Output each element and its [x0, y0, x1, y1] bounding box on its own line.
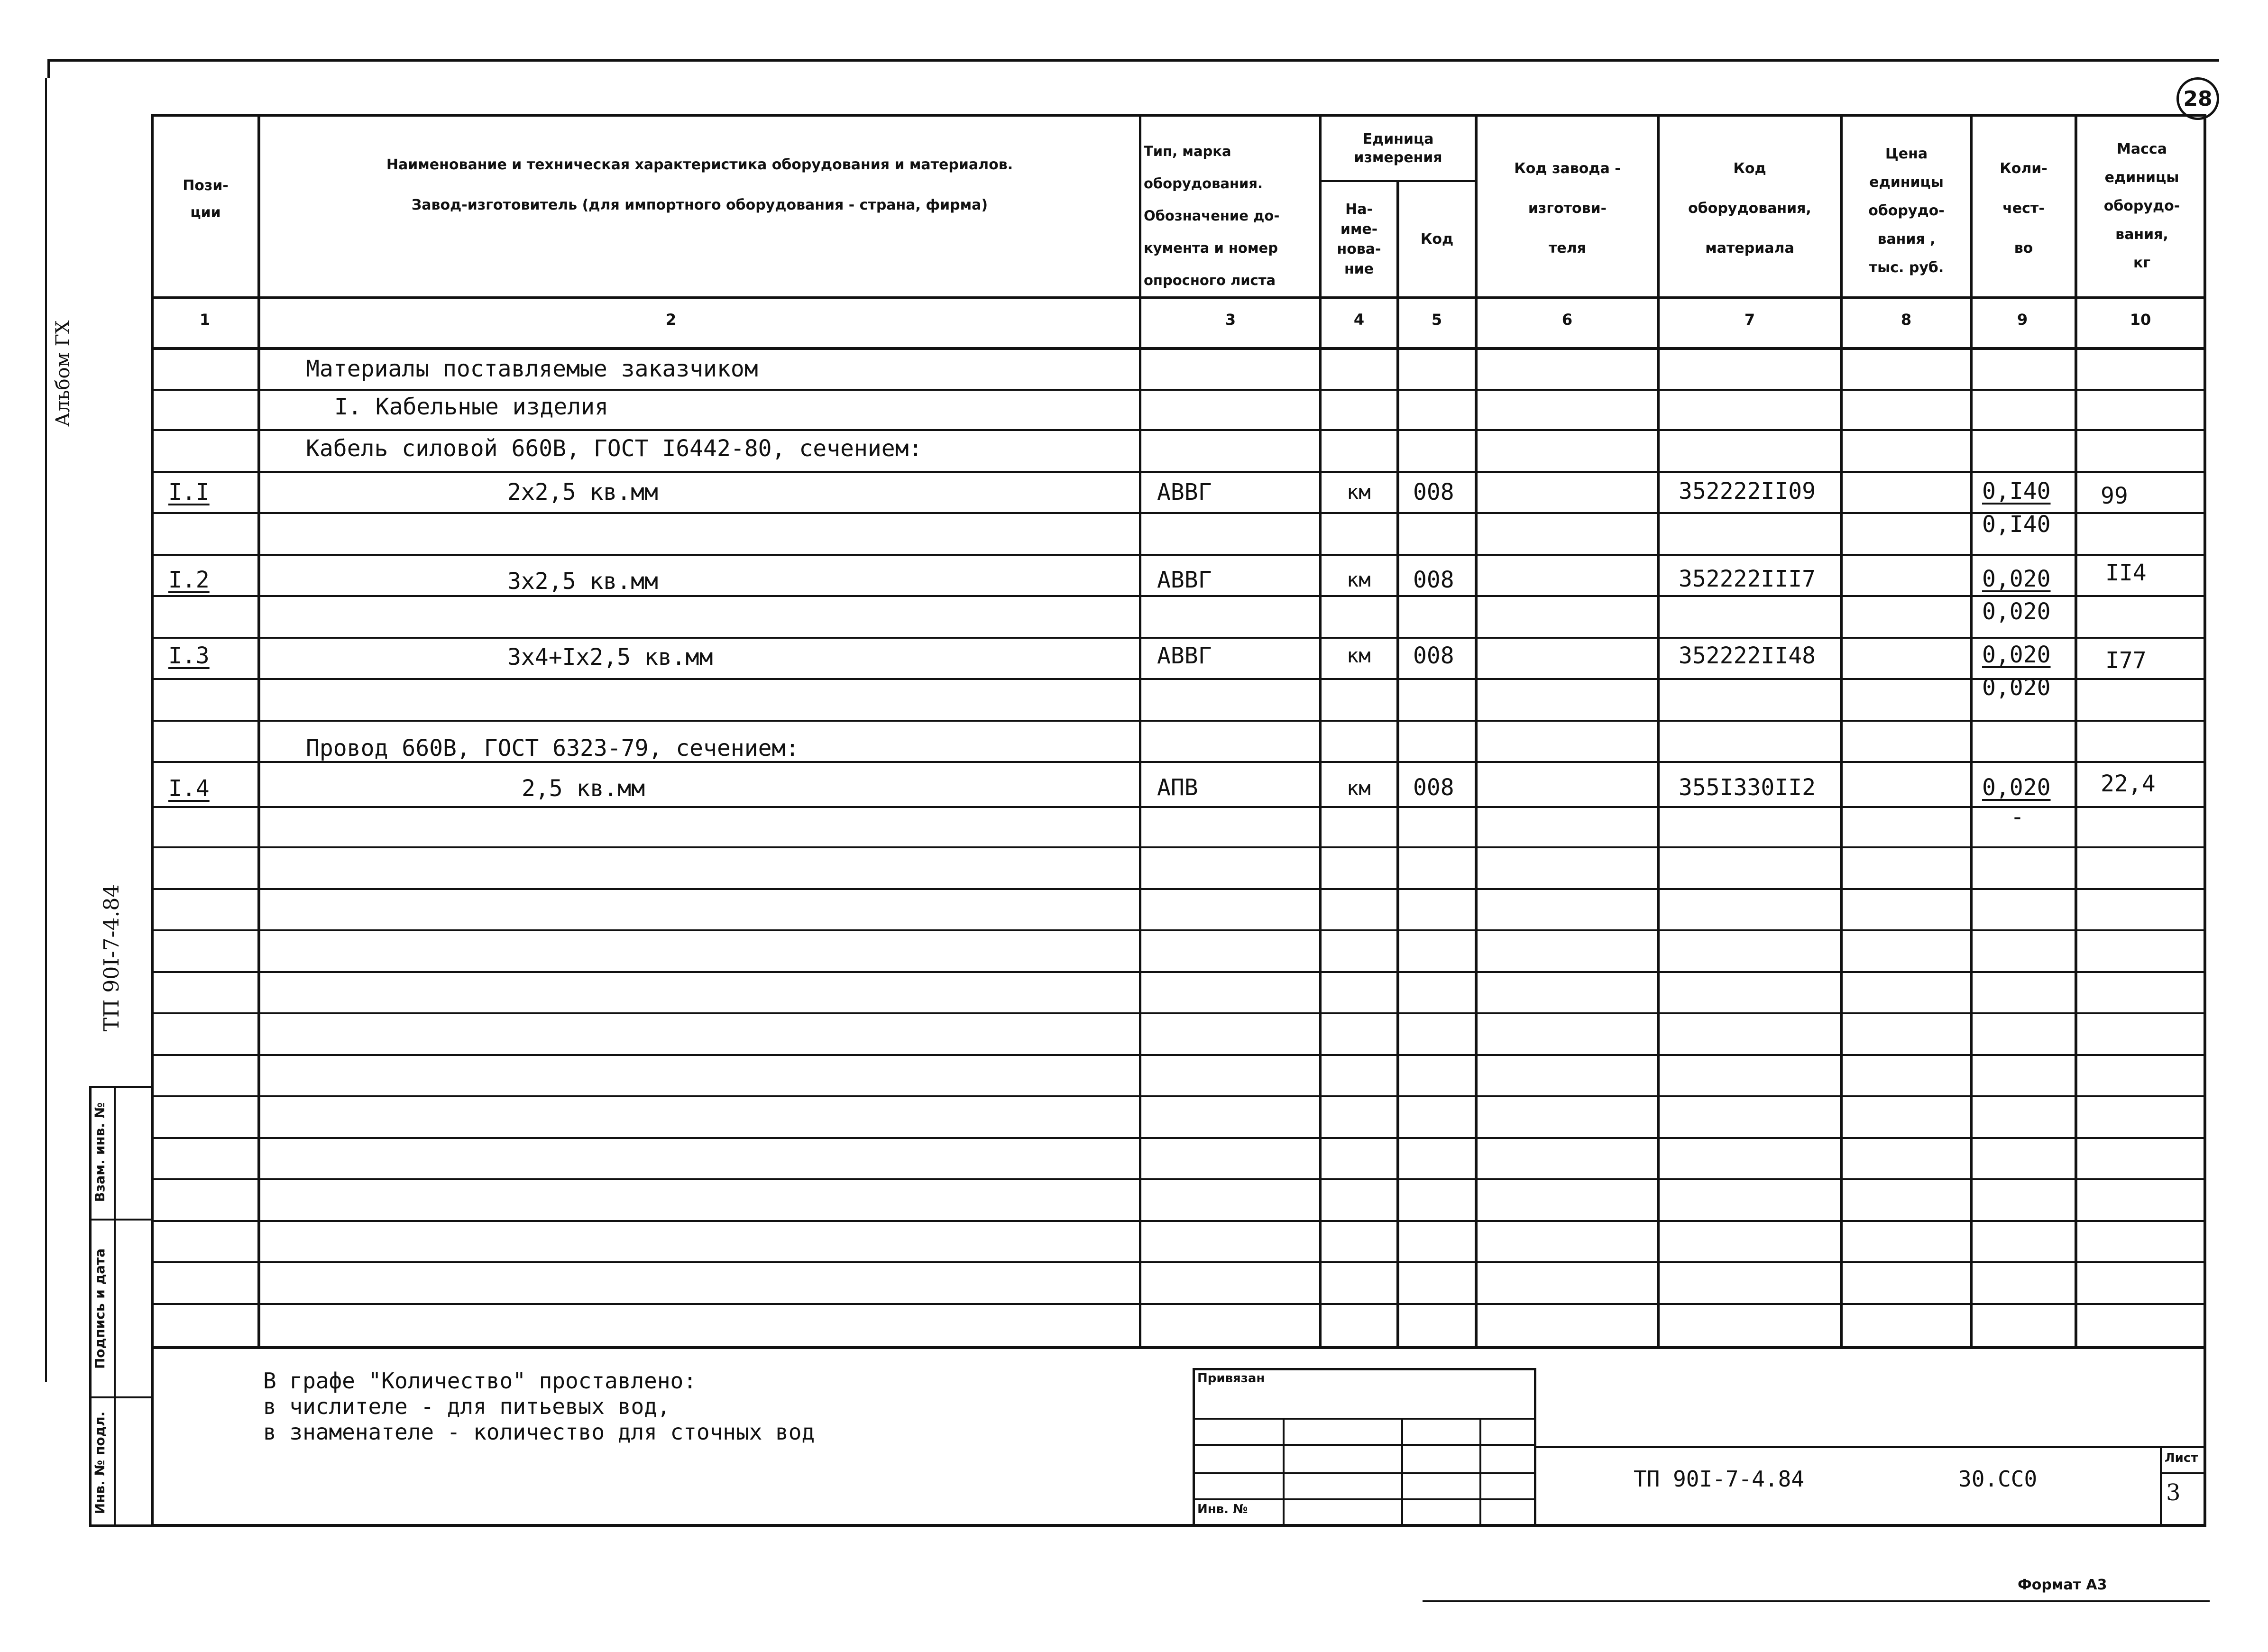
inventory-number-label: Инв. № — [1197, 1502, 1248, 1516]
header-type-line4: кумента и номер — [1144, 240, 1278, 256]
col-line-8 — [1840, 114, 1843, 1349]
item3-type: АВВГ — [1157, 642, 1212, 669]
header-position: Пози- ции — [183, 177, 229, 221]
col-line-3 — [1139, 114, 1141, 1349]
row-rule — [151, 554, 2206, 556]
item4-code: 008 — [1413, 774, 1454, 801]
item3-code: 008 — [1413, 642, 1454, 669]
header-unit-group: Единица измерения — [1354, 130, 1442, 166]
item1-equipment-code: 352222II09 — [1679, 478, 1816, 505]
side-album-label: Альбом ГХ — [52, 320, 74, 427]
main-table-frame — [151, 114, 2206, 1349]
side-stamp-replace-inv: Взам. инв. № — [92, 1102, 108, 1202]
row-rule — [151, 806, 2206, 808]
item3-qty-numerator: 0,020 — [1982, 642, 2051, 668]
item2-qty-numerator: 0,020 — [1982, 566, 2051, 592]
stamp-sheet-number: 3 — [2166, 1479, 2181, 1506]
header-bottom-line — [151, 296, 2206, 299]
item4-position: I.4 — [168, 775, 210, 802]
colnum-4: 4 — [1353, 311, 1365, 329]
row-rule — [151, 512, 2206, 514]
item4-qty-denominator: - — [2011, 804, 2024, 830]
binding-line-3 — [1193, 1472, 1536, 1474]
header-quantity: Коли- чест- во — [2000, 160, 2048, 257]
item4-unit: км — [1347, 777, 1371, 800]
row-rule — [151, 1261, 2206, 1263]
colnum-3: 3 — [1225, 311, 1236, 329]
row-rule — [151, 678, 2206, 680]
colnum-2: 2 — [665, 311, 677, 329]
item1-qty-numerator: 0,I40 — [1982, 478, 2051, 505]
header-name-line2: Завод-изготовитель (для импортного оборудования - страна, фирма) — [411, 197, 988, 213]
row-rule — [151, 595, 2206, 597]
colnum-8: 8 — [1901, 311, 1912, 329]
row-rule — [151, 1012, 2206, 1014]
header-name-line1: Наименование и техническая характеристика оборудования и материалов. — [386, 156, 1013, 173]
item2-code: 008 — [1413, 567, 1454, 593]
notes-block — [263, 1368, 815, 1445]
row-rule — [151, 1137, 2206, 1139]
row-rule — [151, 1220, 2206, 1222]
colnum-7: 7 — [1744, 311, 1755, 329]
top-border-line — [47, 59, 2219, 62]
binding-vline-3 — [1479, 1418, 1481, 1527]
section-title-materials: Материалы поставляемые заказчиком — [306, 356, 758, 382]
item4-qty-numerator: 0,020 — [1982, 774, 2051, 801]
item2-mass: II4 — [2105, 560, 2147, 586]
side-stamp-sep1 — [89, 1219, 151, 1221]
side-stamp-divider — [114, 1086, 116, 1527]
col-line-9 — [1970, 114, 1973, 1349]
header-unit-name: На- име- нова- ние — [1337, 201, 1381, 277]
stamp-sheet-divider — [2160, 1472, 2206, 1474]
item2-unit: км — [1347, 568, 1371, 591]
row-rule — [151, 429, 2206, 431]
item3-name: 3х4+Iх2,5 кв.мм — [507, 644, 713, 670]
header-mass: Масса единицы оборудо- вания, кг — [2103, 141, 2180, 271]
format-underline — [1423, 1600, 2210, 1602]
side-stamp-orig-inv: Инв. № подл. — [92, 1411, 108, 1514]
item1-name: 2х2,5 кв.мм — [507, 479, 658, 505]
item3-position: I.3 — [168, 642, 210, 669]
col-line-10 — [2075, 114, 2077, 1349]
item3-qty-denominator: 0,020 — [1982, 674, 2051, 701]
col-line-4 — [1319, 114, 1322, 1349]
row-rule — [151, 389, 2206, 391]
colnum-6: 6 — [1561, 311, 1573, 329]
binding-line-2 — [1193, 1444, 1536, 1446]
col-line-7 — [1657, 114, 1660, 1349]
section-title-power-cable: Кабель силовой 660В, ГОСТ I6442-80, сечением: — [306, 435, 923, 462]
item1-type: АВВГ — [1157, 479, 1212, 505]
colnum-1: 1 — [199, 311, 211, 329]
colnum-10: 10 — [2130, 311, 2151, 329]
header-type-line3: Обозначение до- — [1144, 208, 1280, 224]
header-type-line2: оборудования. — [1144, 175, 1263, 192]
row-rule — [151, 846, 2206, 848]
left-border-line — [45, 78, 47, 1382]
colnum-5: 5 — [1431, 311, 1442, 329]
row-rule — [151, 1178, 2206, 1180]
item2-position: I.2 — [168, 567, 210, 593]
side-stamp-signature-date: Подпись и дата — [92, 1248, 108, 1369]
stamp-sheet-label: Лист — [2165, 1451, 2198, 1465]
item2-qty-denominator: 0,020 — [1982, 598, 2051, 625]
header-type-line1: Тип, марка — [1144, 143, 1231, 159]
item4-equipment-code: 355I330II2 — [1679, 774, 1816, 801]
sheet-number-circle: 28 — [2176, 77, 2219, 120]
stamp-top-line — [1536, 1446, 2206, 1448]
item2-type: АВВГ — [1157, 567, 1212, 593]
binding-line-1 — [1193, 1418, 1536, 1420]
col-line-6 — [1475, 114, 1478, 1349]
colnum-9: 9 — [2017, 311, 2028, 329]
item3-equipment-code: 352222II48 — [1679, 642, 1816, 669]
left-tick-line — [47, 59, 50, 78]
header-unit-code: Код — [1420, 231, 1454, 248]
header-type — [1144, 135, 1319, 296]
row-rule — [151, 1303, 2206, 1305]
item4-type: АПВ — [1157, 774, 1198, 801]
binding-line-4 — [1193, 1498, 1536, 1500]
item4-name: 2,5 кв.мм — [522, 775, 645, 802]
item3-mass: I77 — [2105, 647, 2147, 674]
format-label: Формат А3 — [2018, 1577, 2107, 1593]
col-line-5 — [1396, 180, 1399, 1349]
row-rule — [151, 888, 2206, 890]
stamp-mark: 30.СС0 — [1958, 1466, 2038, 1492]
colnum-bottom-line — [151, 347, 2206, 350]
row-rule — [151, 1054, 2206, 1056]
item4-mass: 22,4 — [2101, 771, 2156, 797]
row-rule — [151, 971, 2206, 973]
note-line-2: в числителе - для питьевых вод, — [263, 1394, 670, 1419]
header-factory-code: Код завода - изготови- теля — [1514, 160, 1621, 257]
row-rule — [151, 471, 2206, 473]
item3-unit: км — [1347, 644, 1371, 667]
item1-mass: 99 — [2101, 483, 2128, 509]
item1-code: 008 — [1413, 479, 1454, 505]
section-title-cables: I. Кабельные изделия — [334, 394, 608, 420]
header-price: Цена единицы оборудо- вания , тыс. руб. — [1868, 146, 1945, 276]
item1-unit: км — [1347, 480, 1371, 504]
binding-vline-2 — [1401, 1418, 1403, 1527]
item1-position: I.I — [168, 479, 210, 505]
header-name — [260, 156, 1139, 213]
stamp-doc-code: ТП 90I-7-4.84 — [1634, 1466, 1805, 1492]
note-line-3: в знаменателе - количество для сточных вод — [263, 1419, 815, 1445]
qty-fraction-line — [1973, 595, 2075, 597]
row-rule — [151, 720, 2206, 722]
header-equipment-code: Код оборудования, материала — [1688, 160, 1811, 257]
binding-label: Привязан — [1197, 1371, 1265, 1386]
row-rule — [151, 929, 2206, 931]
col-line-2 — [257, 114, 260, 1349]
note-line-1: В графе "Количество" проставлено: — [263, 1368, 697, 1394]
row-rule — [151, 1095, 2206, 1097]
item2-name: 3х2,5 кв.мм — [507, 568, 658, 595]
item1-qty-denominator: 0,I40 — [1982, 511, 2051, 538]
side-doc-code: ТП 90I-7-4.84 — [100, 884, 124, 1032]
section-title-wire: Провод 660В, ГОСТ 6323-79, сечением: — [306, 735, 799, 762]
binding-vline-1 — [1283, 1418, 1285, 1527]
header-type-line5: опросного листа — [1144, 272, 1276, 288]
item2-equipment-code: 352222III7 — [1679, 566, 1816, 592]
side-stamp-sep2 — [89, 1396, 151, 1398]
row-rule — [151, 637, 2206, 639]
